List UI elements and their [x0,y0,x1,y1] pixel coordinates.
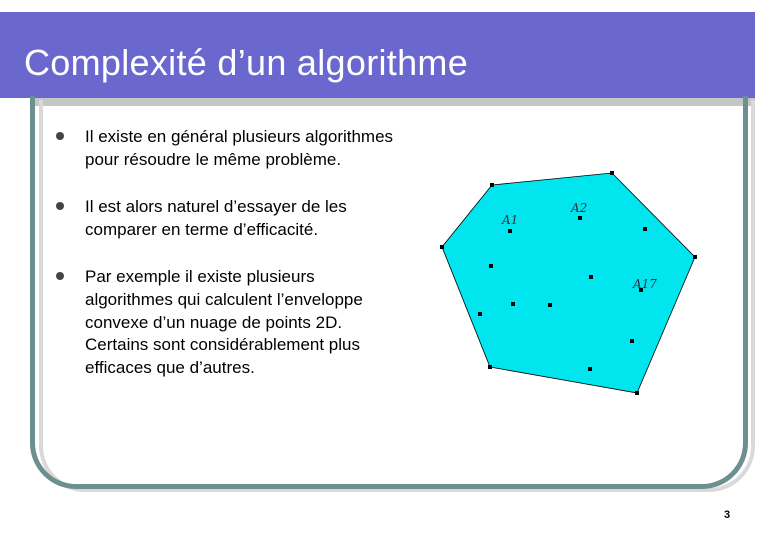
point [508,229,512,233]
point [440,245,444,249]
point [478,312,482,316]
point [488,365,492,369]
title-bar [0,12,755,98]
point [643,227,647,231]
bullet-item [56,196,406,241]
bullet-item [56,126,406,171]
convex-hull-polygon [442,173,695,393]
bullet-dot-icon [56,132,64,140]
point-label-a2: A2 [571,201,588,215]
bullet-text: Par exemple il existe plusieurs algorithmes qui calculent l’enveloppe convexe d’un nuage de points 2D. Certains sont considérablement plus efficaces que d’autres. [85,267,363,377]
point [610,171,614,175]
point [490,183,494,187]
bullet-text: Il existe en général plusieurs algorithmes pour résoudre le même problème. [85,127,394,169]
point [588,367,592,371]
point [635,391,639,395]
point [548,303,552,307]
bullet-text: Il est alors naturel d’essayer de les comparer en terme d’efficacité. [85,197,347,239]
bullet-dot-icon [56,202,64,210]
convex-hull-figure [435,160,710,410]
convex-hull-svg [435,160,710,405]
bullet-dot-icon [56,272,64,280]
point [578,216,582,220]
point [693,255,697,259]
bullet-item [56,266,406,379]
bullet-list [56,126,406,404]
point [511,302,515,306]
point [630,339,634,343]
page-number: 3 [724,509,731,521]
slide-title: Complexité d’un algorithme [24,42,469,83]
point-label-a17: A17 [633,277,657,291]
point [489,264,493,268]
point-label-a1: A1 [502,213,519,227]
point [589,275,593,279]
